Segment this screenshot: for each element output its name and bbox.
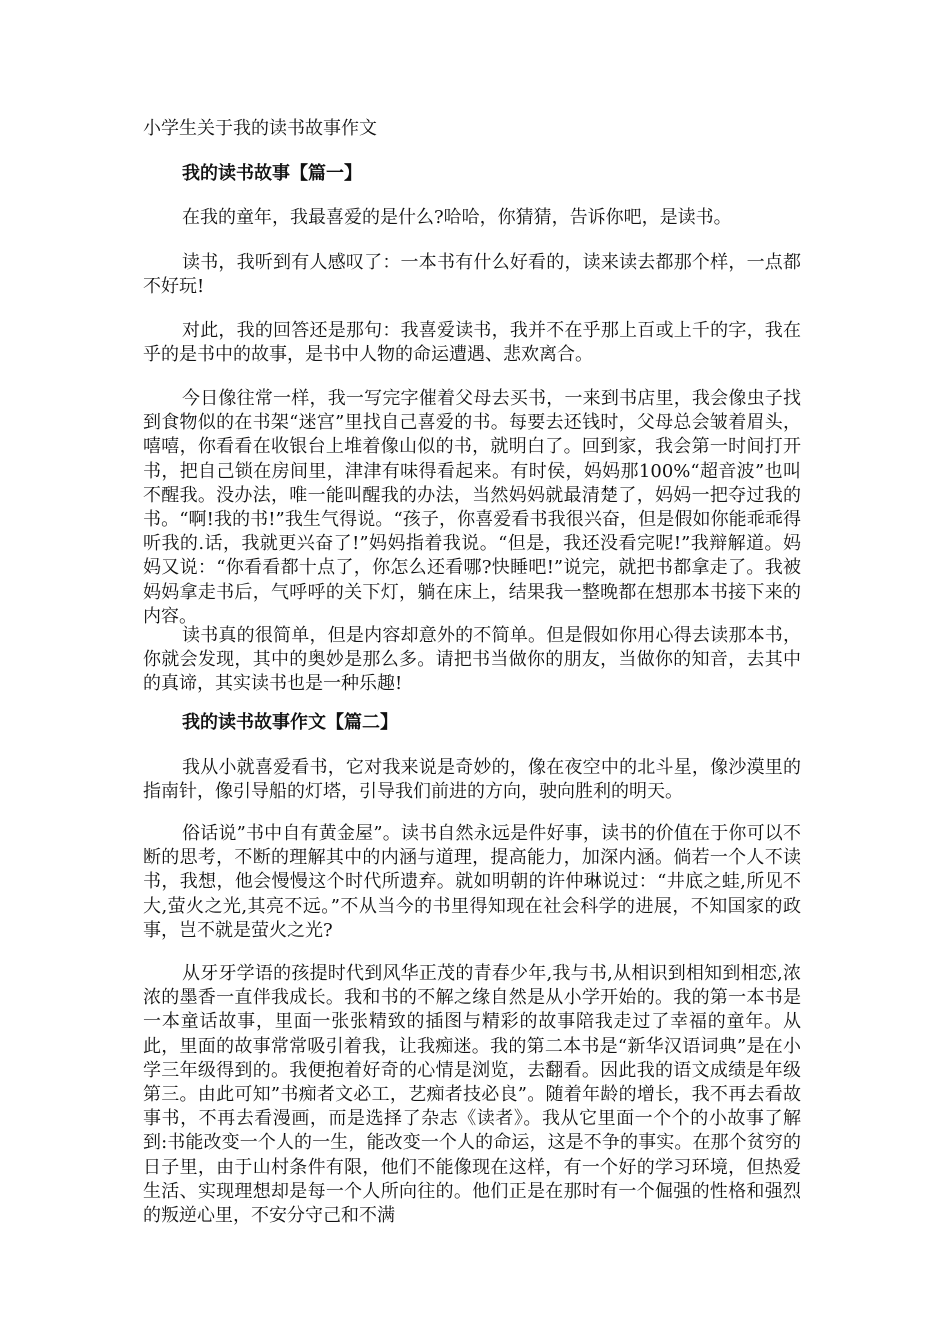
paragraph: 对此，我的回答还是那句：我喜爱读书，我并不在乎那上百或上千的字，我在乎的是书中的故事，是书中人物的命运遭遇、悲欢离合。 xyxy=(143,320,801,366)
paragraph: 俗话说”书中自有黄金屋”。读书自然永远是件好事，读书的价值在于你可以不断的思考，不断的理解其中的内涵与道理，提高能力，加深内涵。倘若一个人不读书，我想，他会慢慢这个时代所遗弃。就如明朝的许仲琳说过：“井底之蛙,所见不大,萤火之光,其亮不远。”不从当今的书里得知现在社会科学的进展，不知国家的政事，岂不就是萤火之光? xyxy=(143,823,801,941)
section-heading-2: 我的读书故事作文【篇二】 xyxy=(182,712,398,733)
section-heading-1: 我的读书故事【篇一】 xyxy=(182,163,362,184)
paragraph: 今日像往常一样，我一写完字催着父母去买书，一来到书店里，我会像虫子找到食物似的在书架“迷宫”里找自己喜爱的书。每要去还钱时，父母总会皱着眉头，嘻嘻，你看看在收银台上堆着像山似的书，就明白了。回到家，我会第一时间打开书，把自己锁在房间里，津津有味得看起来。有时侯，妈妈那100%“超音波”也叫不醒我。没办法，唯一能叫醒我的办法，当然妈妈就最清楚了，妈妈一把夺过我的书。“啊!我的书!”我生气得说。“孩子，你喜爱看书我很兴奋，但是假如你能乖乖得听我的.话，我就更兴奋了!”妈妈指着我说。“但是，我还没看完呢!”我辩解道。妈妈又说：“你看看都十点了，你怎么还看哪?快睡吧!”说完，就把书都拿走了。我被妈妈拿走书后，气呼呼的关下灯，躺在床上，结果我一整晚都在想那本书接下来的内容。 xyxy=(143,388,801,627)
paragraph: 在我的童年，我最喜爱的是什么?哈哈，你猜猜，告诉你吧，是读书。 xyxy=(182,207,732,228)
document-title: 小学生关于我的读书故事作文 xyxy=(143,118,377,139)
paragraph: 我从小就喜爱看书，它对我来说是奇妙的，像在夜空中的北斗星，像沙漠里的指南针，像引导船的灯塔，引导我们前进的方向，驶向胜利的明天。 xyxy=(143,757,801,803)
paragraph: 读书真的很简单，但是内容却意外的不简单。但是假如你用心得去读那本书，你就会发现，其中的奥妙是那么多。请把书当做你的朋友，当做你的知音，去其中的真谛，其实读书也是一种乐趣! xyxy=(143,625,801,695)
paragraph: 读书，我听到有人感叹了：一本书有什么好看的，读来读去都那个样，一点都不好玩! xyxy=(143,252,801,298)
paragraph: 从牙牙学语的孩提时代到风华正茂的青春少年,我与书,从相识到相知到相恋,浓浓的墨香一直伴我成长。我和书的不解之缘自然是从小学开始的。我的第一本书是一本童话故事，里面一张张精致的插图与精彩的故事陪我走过了幸福的童年。从此，里面的故事常常吸引着我，让我痴迷。我的第二本书是“新华汉语词典”是在小学三年级得到的。我便抱着好奇的心情是浏览，去翻看。因此我的语文成绩是年级第三。由此可知”书痴者文必工，艺痴者技必良”。随着年龄的增长，我不再去看故事书，不再去看漫画，而是选择了杂志《读者》。我从它里面一个个的小故事了解到:书能改变一个人的一生，能改变一个人的命运，这是不争的事实。在那个贫穷的日子里，由于山村条件有限，他们不能像现在这样，有一个好的学习环境，但热爱生活、实现理想却是每一个人所向往的。他们正是在那时有一个倔强的性格和强烈的叛逆心里，不安分守己和不满 xyxy=(143,963,801,1227)
